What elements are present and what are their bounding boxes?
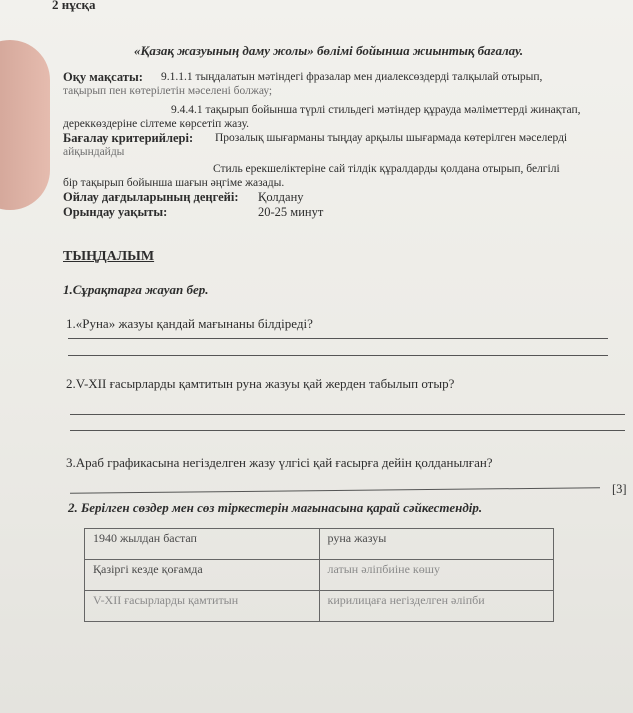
section-title: ТЫҢДАЛЫМ [63,249,155,264]
criteria-label: Бағалау критерийлері: [63,131,194,145]
goal-text-2a: 9.4.4.1 тақырып бойынша түрлі стильдегі мәтіндер құрауда мәліметтерді жинақтап, [171,104,581,116]
answer-line[interactable] [70,487,600,494]
table-cell: Қазіргі кезде қоғамда [85,560,320,591]
goal-text-1b: тақырып пен көтерілетін мәселені болжау; [63,85,273,97]
table-cell: руна жазуы [319,529,554,560]
criteria-text-1b: айқындайды [63,146,125,158]
answer-line[interactable] [70,414,625,415]
criteria-text-2a: Стиль ерекшеліктеріне сай тілдік құралдарды қолдана отырып, белгілі [213,163,560,175]
criteria-text-2b: бір тақырып бойынша шағын әңгіме жазады. [63,177,285,189]
goal-text-1a: 9.1.1.1 тыңдалатын мәтіндегі фразалар мен диалексөздерді талқылай отырып, [161,71,543,83]
table-cell: 1940 жылдан бастап [85,529,320,560]
question-1: 1.«Руна» жазуы қандай мағынаны білдіреді? [66,316,313,331]
task1-title: 1.Сұрақтарға жауап бер. [63,282,209,297]
page-title: «Қазақ жазуының даму жолы» бөлімі бойынша жиынтық бағалау. [134,43,524,58]
answer-line[interactable] [68,355,608,356]
skill-value: Қолдану [258,190,304,204]
table-cell: латын әліпбиіне көшу [319,560,554,591]
question-2: 2.V-XII ғасырларды қамтитын руна жазуы қай жерден табылып отыр? [66,376,455,391]
score-mark: [3] [612,482,627,496]
table-row [85,529,554,560]
table-cell: кирилицаға негізделген әліпби [319,591,554,622]
answer-line[interactable] [68,338,608,339]
criteria-text-1a: Прозалық шығарманы тыңдау арқылы шығармада көтерілген мәселерді [215,132,568,144]
table-cell: V-XII ғасырларды қамтитын [85,591,320,622]
goal-label: Оқу мақсаты: [63,70,143,84]
answer-line[interactable] [70,430,625,431]
question-3: 3.Араб графикасына негізделген жазу үлгісі қай ғасырға дейін қолданылған? [66,455,493,470]
table-row [85,560,554,591]
thumb-shadow [0,40,50,210]
skill-label: Ойлау дағдыларының деңгейі: [63,190,239,204]
matching-table [84,528,554,622]
time-value: 20-25 минут [258,205,324,219]
time-label: Орындау уақыты: [63,205,168,219]
goal-text-2b: дереккөздеріне сілтеме көрсетіп жазу. [63,118,250,130]
table-row [85,591,554,622]
task2-title: 2. Берілген сөздер мен сөз тіркестерін мағынасына қарай сәйкестендір. [68,500,483,515]
variant-label: 2 нұсқа [52,0,96,12]
